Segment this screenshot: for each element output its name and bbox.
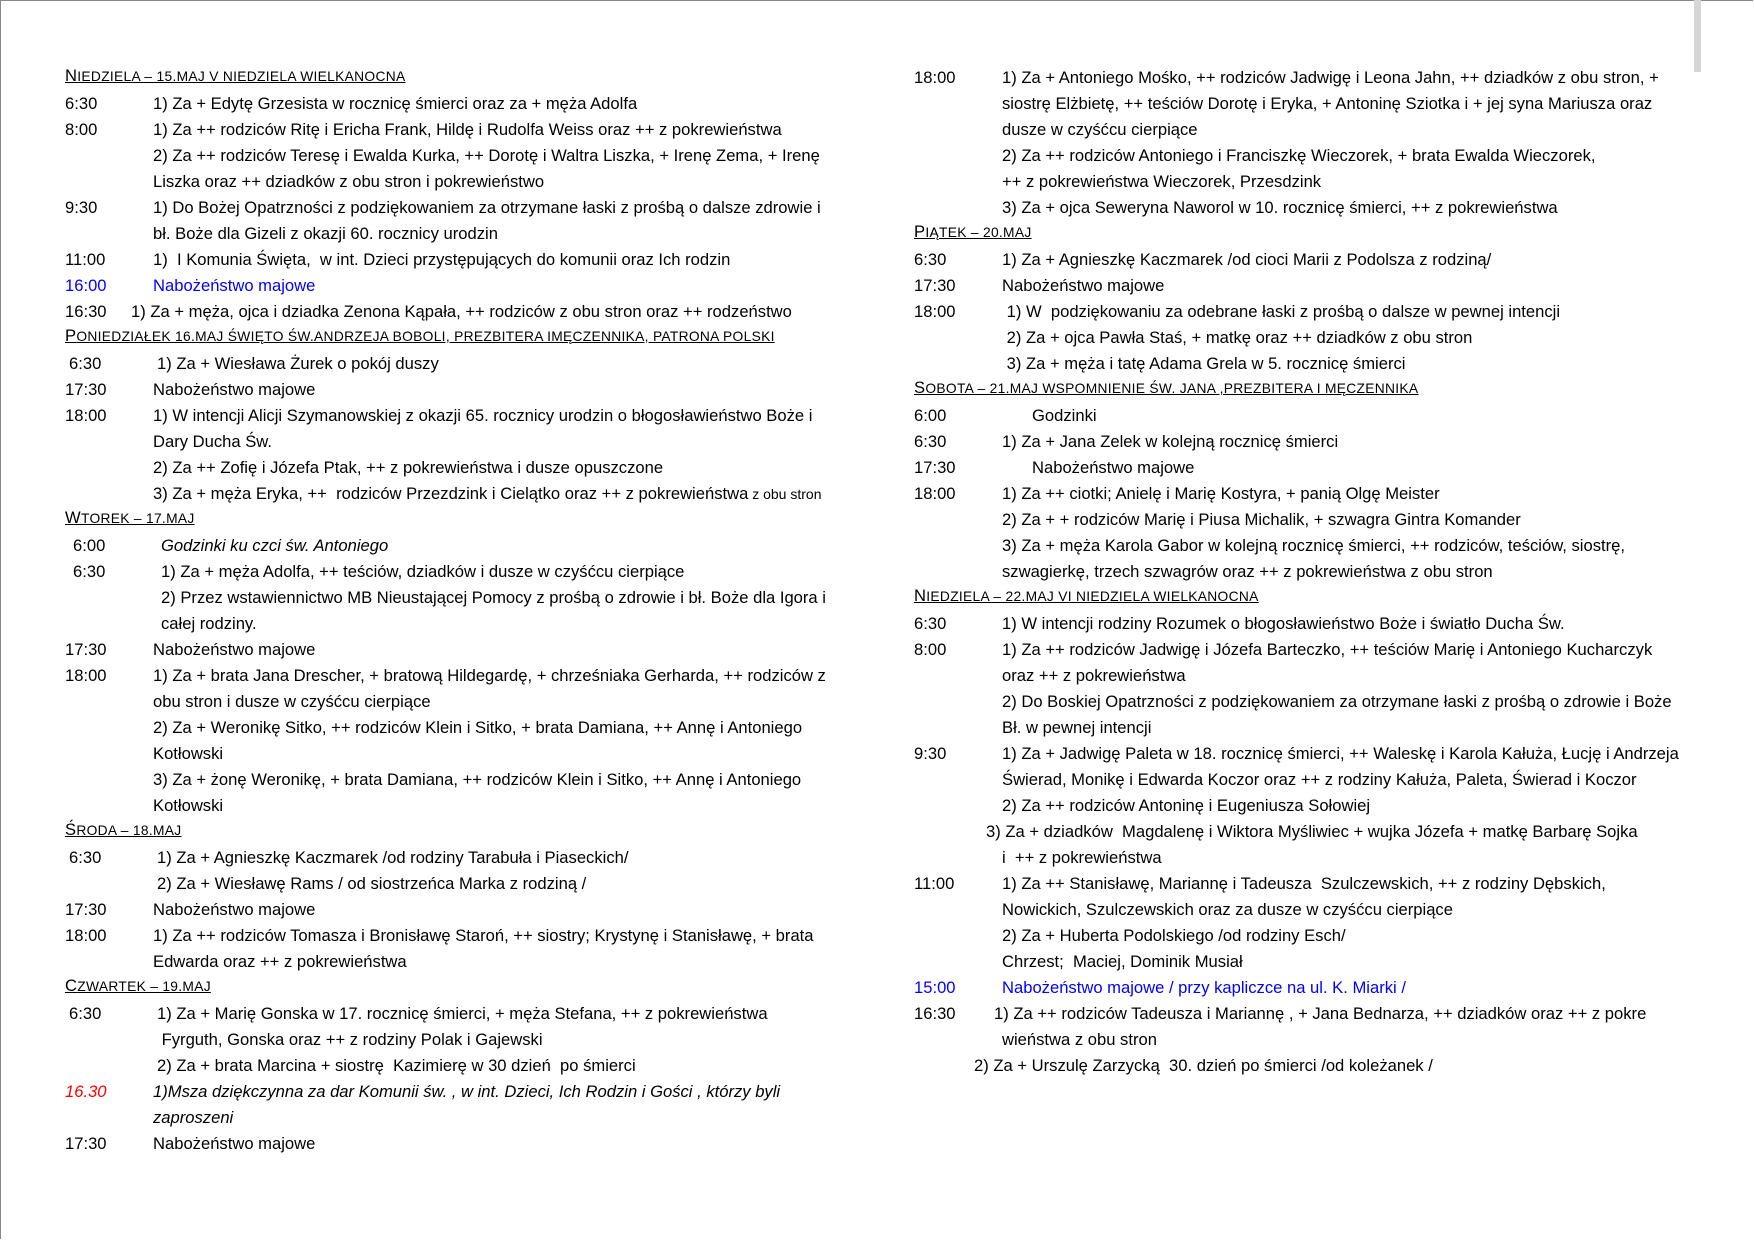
mass-entry — [914, 637, 1690, 741]
intention-line: Nabożeństwo majowe — [1032, 458, 1195, 477]
mass-entry — [914, 403, 1690, 429]
intention-line: 1)Msza dziękczynna za dar Komunii św. , w int. Dzieci, Ich Rodzin i Gości , którzy byli — [153, 1082, 781, 1101]
day-heading: ŚRODA – 18.MAJ — [65, 820, 182, 839]
mass-entry — [914, 481, 1690, 585]
intention-line: 2) Za ++ rodziców Teresę i Ewalda Kurka, ++ Dorotę i Waltra Liszka, + Irenę Zema, + Irenę — [153, 146, 820, 165]
intention-line: 1) Za + Jana Zelek w kolejną rocznicę śmierci — [1002, 432, 1339, 451]
mass-time: 6:30 — [914, 432, 947, 451]
intention-line: 1) Za + Edytę Grzesista w rocznicę śmierci oraz za + męża Adolfa — [153, 94, 638, 113]
intention-suffix: z obu stron — [748, 486, 822, 502]
intention-line: Nabożeństwo majowe — [153, 900, 316, 919]
mass-time: 17:30 — [914, 276, 956, 295]
mass-entry — [914, 741, 1690, 871]
intention-line: bł. Boże dla Gizeli z okazji 60. rocznicy urodzin — [153, 224, 498, 243]
mass-entry — [914, 273, 1690, 299]
mass-time: 6:30 — [73, 562, 106, 581]
intention-line: zaproszeni — [153, 1108, 234, 1127]
intention-line: Dary Ducha Św. — [153, 432, 272, 451]
mass-entry — [914, 247, 1690, 273]
day-heading: NIEDZIELA – 22.MAJ VI NIEDZIELA WIELKANOCNA — [914, 586, 1259, 605]
mass-time: 18:00 — [65, 406, 107, 425]
mass-time: 16:30 — [65, 302, 107, 321]
mass-time: 17:30 — [65, 900, 107, 919]
mass-entry — [65, 559, 842, 637]
intention-line: Kotłowski — [153, 744, 224, 763]
mass-entry — [65, 195, 842, 247]
intention-line: Świerad, Monikę i Edwarda Koczor oraz ++ z rodziny Kałuża, Paleta, Świerad i Koczor — [1002, 770, 1637, 789]
intention-line: 1) Za + Marię Gonska w 17. rocznicę śmierci, + męża Stefana, ++ z pokrewieństwa — [157, 1004, 768, 1023]
intention-line: 1) Za + Agnieszkę Kaczmarek /od cioci Marii z Podolsza z rodziną/ — [1002, 250, 1492, 269]
intention-line: 1) Za ++ Stanisławę, Mariannę i Tadeusza Szulczewskich, ++ z rodziny Dębskich, — [1002, 874, 1606, 893]
mass-time: 9:30 — [65, 198, 98, 217]
mass-entry — [65, 533, 842, 559]
intention-line: 3) Za + męża i tatę Adama Grela w 5. rocznicę śmierci — [1002, 354, 1406, 373]
day-heading: PIĄTEK – 20.MAJ — [914, 222, 1032, 241]
intention-line: 2) Przez wstawiennictwo MB Nieustającej Pomocy z prośbą o zdrowie i bł. Boże dla Igora i — [161, 588, 826, 607]
intention-line: 1) Za + męża, ojca i dziadka Zenona Kąpała, ++ rodziców z obu stron oraz ++ rodzeństwo — [131, 302, 792, 321]
intention-line: ++ z pokrewieństwa Wieczorek, Przesdzink — [1002, 172, 1322, 191]
mass-entry — [65, 663, 842, 819]
intention-line: Nabożeństwo majowe / przy kapliczce na ul. K. Miarki / — [1002, 978, 1406, 997]
intention-line: 2) Za ++ rodziców Antoninę i Eugeniusza Sołowiej — [1002, 796, 1371, 815]
intention-line: 2) Do Boskiej Opatrzności z podziękowaniem za otrzymane łaski z prośbą o zdrowie i Boże — [1002, 692, 1672, 711]
intention-line: 1) Za ++ rodziców Tomasza i Bronisławę Staroń, ++ siostry; Krystynę i Stanisławę, + brata — [153, 926, 814, 945]
intention-line: Edwarda oraz ++ z pokrewieństwa — [153, 952, 407, 971]
mass-time: 6:00 — [914, 406, 947, 425]
intention-line: szwagierkę, trzech szwagrów oraz ++ z pokrewieństwa z obu stron — [1002, 562, 1493, 581]
mass-time: 9:30 — [914, 744, 947, 763]
intention-line: 3) Za + męża Eryka, ++ rodziców Przezdzink i Cielątko oraz ++ z pokrewieństwa z obu stron — [153, 484, 822, 503]
mass-time: 18:00 — [914, 68, 956, 87]
mass-time: 6:30 — [914, 250, 947, 269]
mass-entry — [914, 299, 1690, 377]
mass-time: 8:00 — [914, 640, 947, 659]
mass-entry — [65, 1001, 842, 1079]
day-heading: CZWARTEK – 19.MAJ — [65, 976, 211, 995]
intention-line: 1) W intencji rodziny Rozumek o błogosławieństwo Boże i światło Ducha Św. — [1002, 614, 1565, 633]
intention-line: 1) Za + brata Jana Drescher, + bratową Hildegardę, + chrześniaka Gerharda, ++ rodziców z — [153, 666, 826, 685]
mass-time: 17:30 — [65, 380, 107, 399]
day-heading: SOBOTA – 21.MAJ WSPOMNIENIE ŚW. JANA ,PREZBITERA I MĘCZENNIKA — [914, 378, 1419, 397]
intention-line: 1) I Komunia Święta, w int. Dzieci przystępujących do komunii oraz Ich rodzin — [153, 250, 731, 269]
mass-time: 17:30 — [65, 640, 107, 659]
intention-line: 2) Za + Wiesławę Rams / od siostrzeńca Marka z rodziną / — [157, 874, 587, 893]
right-column — [914, 65, 1690, 1079]
intention-line: 2) Za + brata Marcina + siostrę Kazimierę w 30 dzień po śmierci — [157, 1056, 636, 1075]
intention-line: Nabożeństwo majowe — [153, 380, 316, 399]
mass-entry — [65, 403, 842, 507]
mass-entry — [65, 351, 842, 377]
intention-line: i ++ z pokrewieństwa — [1002, 848, 1162, 867]
mass-time: 6:30 — [914, 614, 947, 633]
day-heading: WTOREK – 17.MAJ — [65, 508, 195, 527]
intention-line: Godzinki ku czci św. Antoniego — [161, 536, 389, 555]
intention-line: 1) Za ++ rodziców Jadwigę i Józefa Barteczko, ++ teściów Marię i Antoniego Kucharczyk — [1002, 640, 1653, 659]
mass-entry — [65, 637, 842, 663]
intention-line: 1) Za + Antoniego Mośko, ++ rodziców Jadwigę i Leona Jahn, ++ dziadków z obu stron, + — [1002, 68, 1659, 87]
intention-line: 1) Za + Wiesława Żurek o pokój duszy — [157, 354, 439, 373]
mass-time: 18:00 — [65, 666, 107, 685]
intention-line: 3) Za + żonę Weronikę, + brata Damiana, ++ rodziców Klein i Sitko, ++ Annę i Antoniego — [153, 770, 802, 789]
mass-time: 11:00 — [65, 250, 106, 269]
mass-time: 16.30 — [65, 1082, 107, 1101]
intention-line: 3) Za + dziadków Magdalenę i Wiktora Myśliwiec + wujka Józefa + matkę Barbarę Sojka — [986, 822, 1638, 841]
mass-time: 6:30 — [69, 1004, 102, 1023]
mass-entry — [914, 65, 1690, 221]
intention-line: Nabożeństwo majowe — [153, 276, 316, 295]
intention-line: wieństwa z obu stron — [1002, 1030, 1157, 1049]
intention-line: Liszka oraz ++ dziadków z obu stron i pokrewieństwo — [153, 172, 545, 191]
mass-entry — [65, 923, 842, 975]
mass-entry — [65, 377, 842, 403]
mass-time: 6:30 — [69, 354, 102, 373]
intention-line: dusze w czyśćcu cierpiące — [1002, 120, 1198, 139]
intention-line: całej rodziny. — [161, 614, 257, 633]
intention-line: Nowickich, Szulczewskich oraz za dusze w czyśćcu cierpiące — [1002, 900, 1453, 919]
mass-time: 18:00 — [914, 302, 956, 321]
intention-line: Nabożeństwo majowe — [153, 640, 316, 659]
intention-line: 3) Za + męża Karola Gabor w kolejną rocznicę śmierci, ++ rodziców, teściów, siostrę, — [1002, 536, 1625, 555]
intention-line: oraz ++ z pokrewieństwa — [1002, 666, 1186, 685]
mass-entry — [65, 117, 842, 195]
intention-line: 1) Za + Jadwigę Paleta w 18. rocznicę śmierci, ++ Waleskę i Karola Kałuża, Łucję i Andrzeja — [1002, 744, 1679, 763]
mass-entry — [914, 429, 1690, 455]
intention-line: Nabożeństwo majowe — [153, 1134, 316, 1153]
intention-line: 1) Za ++ rodziców Ritę i Ericha Frank, Hildę i Rudolfa Weiss oraz ++ z pokrewieństwa — [153, 120, 782, 139]
intention-line: Bł. w pewnej intencji — [1002, 718, 1152, 737]
mass-entry — [65, 897, 842, 923]
mass-time: 6:30 — [69, 848, 102, 867]
mass-entry — [914, 975, 1690, 1001]
mass-entry — [65, 845, 842, 897]
intention-line: 1) W intencji Alicji Szymanowskiej z okazji 65. rocznicy urodzin o błogosławieństwo Boże i — [153, 406, 813, 425]
intention-line: Kotłowski — [153, 796, 224, 815]
intention-line: 2) Za ++ Zofię i Józefa Ptak, ++ z pokrewieństwa i dusze opuszczone — [153, 458, 664, 477]
intention-line: obu stron i dusze w czyśćcu cierpiące — [153, 692, 431, 711]
mass-time: 15:00 — [914, 978, 956, 997]
mass-entry — [65, 299, 842, 325]
mass-time: 16:00 — [65, 276, 107, 295]
day-heading: PONIEDZIAŁEK 16.MAJ ŚWIĘTO ŚW.ANDRZEJA BOBOLI, PREZBITERA IMĘCZENNIKA, PATRONA POLSKI — [65, 326, 775, 345]
intention-line: 3) Za + ojca Seweryna Naworol w 10. rocznicę śmierci, ++ z pokrewieństwa — [1002, 198, 1558, 217]
day-heading: NIEDZIELA – 15.MAJ V NIEDZIELA WIELKANOCNA — [65, 66, 406, 85]
intention-line: 2) Za + Urszulę Zarzycką 30. dzień po śmierci /od koleżanek / — [974, 1056, 1433, 1075]
mass-time: 8:00 — [65, 120, 98, 139]
mass-time: 16:30 — [914, 1004, 956, 1023]
intention-line: 1) Za + męża Adolfa, ++ teściów, dziadków i dusze w czyśćcu cierpiące — [161, 562, 685, 581]
mass-entry — [914, 611, 1690, 637]
scrollbar-thumb[interactable] — [1694, 0, 1701, 72]
mass-entry — [914, 871, 1690, 975]
mass-entry — [65, 1131, 842, 1157]
intention-line: Fyrguth, Gonska oraz ++ z rodziny Polak i Gajewski — [157, 1030, 543, 1049]
intention-line: 2) Za + Weronikę Sitko, ++ rodziców Klein i Sitko, + brata Damiana, ++ Annę i Antoniego — [153, 718, 803, 737]
mass-entry — [65, 247, 842, 273]
intention-line: 1) Za ++ ciotki; Anielę i Marię Kostyra, + panią Olgę Meister — [1002, 484, 1440, 503]
intention-line: 1) Za + Agnieszkę Kaczmarek /od rodziny Tarabuła i Piaseckich/ — [157, 848, 629, 867]
mass-time: 6:30 — [65, 94, 98, 113]
mass-time: 17:30 — [914, 458, 956, 477]
intention-line: 2) Za ++ rodziców Antoniego i Franciszkę Wieczorek, + brata Ewalda Wieczorek, — [1002, 146, 1596, 165]
intention-line: Nabożeństwo majowe — [1002, 276, 1165, 295]
mass-entry — [65, 91, 842, 117]
intention-line: 1) Do Bożej Opatrzności z podziękowaniem za otrzymane łaski z prośbą o dalsze zdrowie i — [153, 198, 821, 217]
mass-time: 6:00 — [73, 536, 106, 555]
mass-entry — [914, 1001, 1690, 1079]
mass-entry — [914, 455, 1690, 481]
intention-line: 1) W podziękowaniu za odebrane łaski z prośbą o dalsze w pewnej intencji — [1002, 302, 1561, 321]
mass-entry — [65, 1079, 842, 1131]
intention-line: Godzinki — [1032, 406, 1097, 425]
mass-entry — [65, 273, 842, 299]
intention-line: 2) Za + + rodziców Marię i Piusa Michalik, + szwagra Gintra Komander — [1002, 510, 1521, 529]
intention-line: 2) Za + ojca Pawła Staś, + matkę oraz ++ dziadków z obu stron — [1002, 328, 1473, 347]
left-column — [65, 65, 842, 1157]
intention-line: 1) Za ++ rodziców Tadeusza i Mariannę , + Jana Bednarza, ++ dziadków oraz ++ z pokre — [994, 1004, 1647, 1023]
intention-line: Chrzest; Maciej, Dominik Musiał — [1002, 952, 1243, 971]
mass-time: 18:00 — [914, 484, 956, 503]
mass-time: 17:30 — [65, 1134, 107, 1153]
intention-line: siostrę Elżbietę, ++ teściów Dorotę i Eryka, + Antoninę Sziotka i + jej syna Mariusza oraz — [1002, 94, 1653, 113]
intention-line: 2) Za + Huberta Podolskiego /od rodziny Esch/ — [1002, 926, 1346, 945]
mass-time: 11:00 — [914, 874, 955, 893]
mass-time: 18:00 — [65, 926, 107, 945]
